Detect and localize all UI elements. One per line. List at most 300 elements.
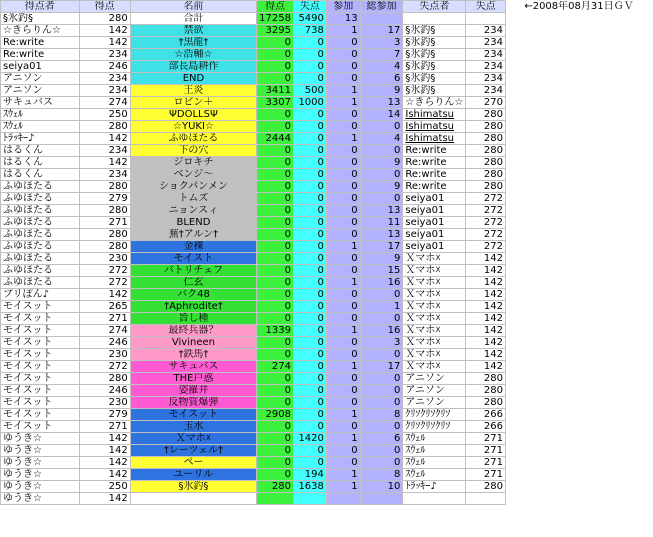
pt-cell[interactable]: 0 (257, 265, 294, 277)
loss-pts-cell[interactable]: 272 (466, 229, 506, 241)
scorer-cell[interactable]: モイスット (1, 409, 80, 421)
pt-cell[interactable]: 0 (257, 457, 294, 469)
pt-cell[interactable]: 3307 (257, 97, 294, 109)
scorer-cell[interactable]: ゆうき☆ (1, 469, 80, 481)
loss-pts-cell[interactable]: 271 (466, 457, 506, 469)
loss-pts-cell[interactable]: 142 (466, 253, 506, 265)
total-part-cell[interactable]: 0 (360, 313, 403, 325)
pt-cell[interactable]: 0 (257, 313, 294, 325)
total-part-cell[interactable]: 16 (360, 325, 403, 337)
name-cell[interactable]: 旨し種 (130, 313, 256, 325)
part-cell[interactable]: 1 (326, 25, 360, 37)
points-cell[interactable]: 234 (79, 169, 130, 181)
points-cell[interactable]: 250 (79, 481, 130, 493)
pt-cell[interactable]: 0 (257, 277, 294, 289)
part-cell[interactable]: 0 (326, 421, 360, 433)
total-part-cell[interactable]: 0 (360, 169, 403, 181)
points-cell[interactable]: 246 (79, 337, 130, 349)
name-cell[interactable]: BLEND (130, 217, 256, 229)
scorer-cell[interactable]: モイスット (1, 385, 80, 397)
scorer-cell[interactable]: モイスット (1, 337, 80, 349)
name-cell[interactable]: 部長島耕作 (130, 61, 256, 73)
pt-cell[interactable]: 0 (257, 61, 294, 73)
loser-cell[interactable]: アニソン (403, 385, 466, 397)
loser-cell[interactable]: Ishimatsu (403, 121, 466, 133)
loss-cell[interactable]: 0 (293, 265, 326, 277)
scorer-cell[interactable]: プリぽん♪ (1, 289, 80, 301)
scorer-cell[interactable]: ｽｳｪﾙ (1, 109, 80, 121)
part-cell[interactable]: 0 (326, 73, 360, 85)
name-cell[interactable]: バトリチェフ (130, 265, 256, 277)
loss-pts-cell[interactable]: 272 (466, 205, 506, 217)
loser-cell[interactable]: Ｘマホ☓ (403, 349, 466, 361)
scorer-cell[interactable]: ゆうき☆ (1, 457, 80, 469)
total-part-cell[interactable]: 0 (360, 373, 403, 385)
scorer-cell[interactable]: ゆうき☆ (1, 433, 80, 445)
loss-cell[interactable]: 0 (293, 337, 326, 349)
pt-cell[interactable]: 0 (257, 229, 294, 241)
loss-cell[interactable]: 0 (293, 229, 326, 241)
loss-cell[interactable]: 0 (293, 325, 326, 337)
loss-cell[interactable]: 5490 (293, 13, 326, 25)
total-part-cell[interactable]: 8 (360, 469, 403, 481)
pt-cell[interactable]: 0 (257, 169, 294, 181)
loss-cell[interactable]: 0 (293, 409, 326, 421)
points-cell[interactable]: 280 (79, 373, 130, 385)
loser-cell[interactable]: Ｘマホ☓ (403, 289, 466, 301)
total-part-cell[interactable]: 7 (360, 49, 403, 61)
loss-pts-cell[interactable]: 280 (466, 133, 506, 145)
loss-cell[interactable]: 0 (293, 61, 326, 73)
total-part-cell[interactable]: 13 (360, 205, 403, 217)
part-cell[interactable]: 0 (326, 385, 360, 397)
loss-pts-cell[interactable]: 271 (466, 433, 506, 445)
name-cell[interactable]: ペー (130, 457, 256, 469)
loser-cell[interactable]: Re:write (403, 145, 466, 157)
part-cell[interactable]: 1 (326, 361, 360, 373)
scorer-cell[interactable]: ☆きらりん☆ (1, 25, 80, 37)
scorer-cell[interactable]: アニソン (1, 73, 80, 85)
pt-cell[interactable]: 0 (257, 469, 294, 481)
pt-cell[interactable]: 0 (257, 205, 294, 217)
points-cell[interactable]: 230 (79, 397, 130, 409)
part-cell[interactable]: 0 (326, 349, 360, 361)
loss-pts-cell[interactable]: 271 (466, 445, 506, 457)
pt-cell[interactable]: 0 (257, 37, 294, 49)
scorer-cell[interactable]: ふゆほたる (1, 181, 80, 193)
points-cell[interactable]: 265 (79, 301, 130, 313)
total-part-cell[interactable]: 3 (360, 37, 403, 49)
scorer-cell[interactable]: アニソン (1, 85, 80, 97)
loss-pts-cell[interactable] (466, 13, 506, 25)
points-cell[interactable]: 142 (79, 433, 130, 445)
name-cell[interactable] (130, 493, 256, 505)
loss-pts-cell[interactable]: 142 (466, 289, 506, 301)
part-cell[interactable]: 0 (326, 373, 360, 385)
total-part-cell[interactable]: 0 (360, 445, 403, 457)
points-cell[interactable]: 250 (79, 109, 130, 121)
loser-cell[interactable]: §氷釣§ (403, 73, 466, 85)
loss-pts-cell[interactable]: 234 (466, 37, 506, 49)
name-cell[interactable]: ΨDOLLSΨ (130, 109, 256, 121)
pt-cell[interactable]: 0 (257, 145, 294, 157)
total-part-cell[interactable]: 4 (360, 61, 403, 73)
pt-cell[interactable]: 0 (257, 421, 294, 433)
loss-cell[interactable]: 0 (293, 241, 326, 253)
loss-cell[interactable]: 0 (293, 133, 326, 145)
points-cell[interactable]: 280 (79, 13, 130, 25)
loss-pts-cell[interactable]: 280 (466, 157, 506, 169)
pt-cell[interactable]: 0 (257, 253, 294, 265)
part-cell[interactable]: 0 (326, 205, 360, 217)
total-part-cell[interactable]: 8 (360, 409, 403, 421)
pt-cell[interactable]: 0 (257, 337, 294, 349)
points-cell[interactable]: 279 (79, 409, 130, 421)
name-cell[interactable]: †鉄馬† (130, 349, 256, 361)
loss-cell[interactable]: 0 (293, 73, 326, 85)
part-cell[interactable]: 1 (326, 241, 360, 253)
name-cell[interactable]: END (130, 73, 256, 85)
pt-cell[interactable]: 0 (257, 217, 294, 229)
scorer-cell[interactable]: モイスット (1, 301, 80, 313)
loser-cell[interactable]: §氷釣§ (403, 49, 466, 61)
loss-pts-cell[interactable]: 234 (466, 61, 506, 73)
scorer-cell[interactable]: はるくん (1, 145, 80, 157)
scorer-cell[interactable]: モイスット (1, 361, 80, 373)
loss-cell[interactable]: 0 (293, 349, 326, 361)
part-cell[interactable]: 0 (326, 253, 360, 265)
part-cell[interactable]: 0 (326, 193, 360, 205)
loss-pts-cell[interactable]: 280 (466, 109, 506, 121)
name-cell[interactable]: 下の穴 (130, 145, 256, 157)
loss-cell[interactable]: 1000 (293, 97, 326, 109)
scorer-cell[interactable]: モイスット (1, 397, 80, 409)
loss-pts-cell[interactable]: 234 (466, 73, 506, 85)
pt-cell[interactable]: 0 (257, 397, 294, 409)
total-part-cell[interactable]: 6 (360, 433, 403, 445)
points-cell[interactable]: 274 (79, 97, 130, 109)
loss-cell[interactable]: 0 (293, 421, 326, 433)
scorer-cell[interactable]: ゆうき☆ (1, 445, 80, 457)
part-cell[interactable]: 0 (326, 229, 360, 241)
name-cell[interactable]: モイスット (130, 409, 256, 421)
points-cell[interactable]: 246 (79, 385, 130, 397)
pt-cell[interactable]: 2444 (257, 133, 294, 145)
scorer-cell[interactable]: ふゆほたる (1, 253, 80, 265)
loss-pts-cell[interactable]: 142 (466, 301, 506, 313)
name-cell[interactable]: †Aphrodite† (130, 301, 256, 313)
loss-cell[interactable]: 1638 (293, 481, 326, 493)
pt-cell[interactable]: 0 (257, 109, 294, 121)
pt-cell[interactable]: 0 (257, 193, 294, 205)
loss-cell[interactable]: 194 (293, 469, 326, 481)
loser-cell[interactable]: Ｘマホ☓ (403, 361, 466, 373)
scorer-cell[interactable]: Re:write (1, 37, 80, 49)
scorer-cell[interactable]: モイスット (1, 421, 80, 433)
scorer-cell[interactable]: サキュバス (1, 97, 80, 109)
name-cell[interactable]: THE戸惑 (130, 373, 256, 385)
scorer-cell[interactable]: §氷釣§ (1, 13, 80, 25)
pt-cell[interactable]: 3411 (257, 85, 294, 97)
pt-cell[interactable]: 0 (257, 49, 294, 61)
loss-cell[interactable]: 0 (293, 277, 326, 289)
total-part-cell[interactable]: 9 (360, 157, 403, 169)
part-cell[interactable]: 0 (326, 265, 360, 277)
name-cell[interactable]: ショクパンメン (130, 181, 256, 193)
pt-cell[interactable]: 0 (257, 289, 294, 301)
loss-cell[interactable]: 0 (293, 301, 326, 313)
loss-pts-cell[interactable]: 271 (466, 469, 506, 481)
loss-cell[interactable]: 0 (293, 121, 326, 133)
loss-cell[interactable]: 0 (293, 217, 326, 229)
total-part-cell[interactable]: 9 (360, 181, 403, 193)
points-cell[interactable]: 280 (79, 205, 130, 217)
points-cell[interactable]: 142 (79, 493, 130, 505)
loss-cell[interactable]: 0 (293, 457, 326, 469)
points-cell[interactable]: 142 (79, 25, 130, 37)
points-cell[interactable]: 280 (79, 121, 130, 133)
points-cell[interactable]: 234 (79, 49, 130, 61)
loser-cell[interactable]: Re:write (403, 169, 466, 181)
loss-cell[interactable]: 0 (293, 169, 326, 181)
total-part-cell[interactable]: 0 (360, 121, 403, 133)
loser-cell[interactable]: ｽｳｪﾙ (403, 433, 466, 445)
points-cell[interactable]: 280 (79, 229, 130, 241)
loser-cell[interactable]: §氷釣§ (403, 25, 466, 37)
scorer-cell[interactable]: ふゆほたる (1, 217, 80, 229)
pt-cell[interactable]: 2908 (257, 409, 294, 421)
loss-pts-cell[interactable]: 266 (466, 409, 506, 421)
name-cell[interactable]: バク48 (130, 289, 256, 301)
loss-cell[interactable]: 0 (293, 385, 326, 397)
total-part-cell[interactable]: 0 (360, 397, 403, 409)
loss-pts-cell[interactable]: 234 (466, 85, 506, 97)
total-part-cell[interactable]: 13 (360, 97, 403, 109)
loss-pts-cell[interactable]: 272 (466, 217, 506, 229)
loser-cell[interactable]: Ｘマホ☓ (403, 325, 466, 337)
part-cell[interactable]: 0 (326, 37, 360, 49)
name-cell[interactable]: ユーリル (130, 469, 256, 481)
total-part-cell[interactable]: 0 (360, 385, 403, 397)
loss-pts-cell[interactable]: 280 (466, 145, 506, 157)
name-cell[interactable]: 蕪†アルン† (130, 229, 256, 241)
loss-cell[interactable]: 0 (293, 49, 326, 61)
loss-pts-cell[interactable]: 142 (466, 325, 506, 337)
name-cell[interactable]: 王炎 (130, 85, 256, 97)
part-cell[interactable]: 1 (326, 97, 360, 109)
loss-pts-cell[interactable]: 142 (466, 313, 506, 325)
name-cell[interactable]: Ｘマホ☓ (130, 433, 256, 445)
scorer-cell[interactable]: はるくん (1, 157, 80, 169)
total-part-cell[interactable]: 1 (360, 301, 403, 313)
loss-cell[interactable]: 0 (293, 205, 326, 217)
scorer-cell[interactable]: ふゆほたる (1, 265, 80, 277)
loser-cell[interactable]: アニソン (403, 373, 466, 385)
loser-cell[interactable]: Ｘマホ☓ (403, 301, 466, 313)
total-part-cell[interactable]: 16 (360, 277, 403, 289)
loss-pts-cell[interactable]: 280 (466, 385, 506, 397)
name-cell[interactable]: †黒龍† (130, 37, 256, 49)
pt-cell[interactable]: 0 (257, 241, 294, 253)
points-cell[interactable]: 272 (79, 277, 130, 289)
loss-pts-cell[interactable] (466, 493, 506, 505)
scorer-cell[interactable]: seiya01 (1, 61, 80, 73)
loser-cell[interactable]: ｽｳｪﾙ (403, 469, 466, 481)
points-cell[interactable]: 271 (79, 421, 130, 433)
pt-cell[interactable]: 0 (257, 445, 294, 457)
name-cell[interactable]: サキュバス (130, 361, 256, 373)
loss-cell[interactable]: 500 (293, 85, 326, 97)
loser-cell[interactable]: Re:write (403, 157, 466, 169)
loser-cell[interactable]: ☆きらりん☆ (403, 97, 466, 109)
loss-pts-cell[interactable]: 280 (466, 181, 506, 193)
points-cell[interactable]: 142 (79, 289, 130, 301)
name-cell[interactable]: ベンジ〜 (130, 169, 256, 181)
scorer-cell[interactable]: ﾄﾗｯｷｰ♪ (1, 133, 80, 145)
part-cell[interactable]: 0 (326, 301, 360, 313)
total-part-cell[interactable]: 9 (360, 253, 403, 265)
total-part-cell[interactable] (360, 493, 403, 505)
loser-cell[interactable]: Ｘマホ☓ (403, 277, 466, 289)
loss-pts-cell[interactable]: 234 (466, 25, 506, 37)
loser-cell[interactable]: seiya01 (403, 205, 466, 217)
scorer-cell[interactable]: はるくん (1, 169, 80, 181)
part-cell[interactable]: 1 (326, 469, 360, 481)
scorer-cell[interactable]: ゆうき☆ (1, 493, 80, 505)
points-cell[interactable]: 142 (79, 37, 130, 49)
total-part-cell[interactable]: 13 (360, 229, 403, 241)
loss-cell[interactable]: 738 (293, 25, 326, 37)
scorer-cell[interactable]: ふゆほたる (1, 193, 80, 205)
total-part-cell[interactable]: 0 (360, 289, 403, 301)
part-cell[interactable]: 0 (326, 61, 360, 73)
part-cell[interactable]: 13 (326, 13, 360, 25)
part-cell[interactable]: 0 (326, 289, 360, 301)
loss-cell[interactable]: 0 (293, 253, 326, 265)
scorer-cell[interactable]: ゆうき☆ (1, 481, 80, 493)
pt-cell[interactable]: 0 (257, 373, 294, 385)
part-cell[interactable]: 0 (326, 217, 360, 229)
total-part-cell[interactable]: 17 (360, 241, 403, 253)
scorer-cell[interactable]: ふゆほたる (1, 205, 80, 217)
part-cell[interactable]: 1 (326, 277, 360, 289)
name-cell[interactable]: 金裸 (130, 241, 256, 253)
part-cell[interactable]: 0 (326, 109, 360, 121)
name-cell[interactable]: ジロキチ (130, 157, 256, 169)
total-part-cell[interactable]: 6 (360, 73, 403, 85)
name-cell[interactable]: 仁玄 (130, 277, 256, 289)
total-part-cell[interactable]: 4 (360, 133, 403, 145)
points-cell[interactable]: 142 (79, 469, 130, 481)
loser-cell[interactable]: §氷釣§ (403, 85, 466, 97)
loss-pts-cell[interactable]: 280 (466, 397, 506, 409)
loss-cell[interactable]: 0 (293, 181, 326, 193)
name-cell[interactable]: ☆YUKI☆ (130, 121, 256, 133)
total-part-cell[interactable]: 0 (360, 349, 403, 361)
scorer-cell[interactable]: ｽｳｪﾙ (1, 121, 80, 133)
pt-cell[interactable]: 3295 (257, 25, 294, 37)
total-part-cell[interactable]: 17 (360, 361, 403, 373)
part-cell[interactable] (326, 493, 360, 505)
loser-cell[interactable]: ｽｳｪﾙ (403, 445, 466, 457)
total-part-cell[interactable]: 3 (360, 337, 403, 349)
loss-cell[interactable]: 0 (293, 289, 326, 301)
points-cell[interactable]: 279 (79, 193, 130, 205)
name-cell[interactable]: 合計 (130, 13, 256, 25)
scorer-cell[interactable]: モイスット (1, 325, 80, 337)
points-cell[interactable]: 271 (79, 313, 130, 325)
loss-cell[interactable]: 0 (293, 361, 326, 373)
total-part-cell[interactable]: 10 (360, 481, 403, 493)
loser-cell[interactable]: Ｘマホ☓ (403, 253, 466, 265)
loss-pts-cell[interactable]: 280 (466, 121, 506, 133)
scorer-cell[interactable]: ふゆほたる (1, 229, 80, 241)
total-part-cell[interactable]: 15 (360, 265, 403, 277)
part-cell[interactable]: 1 (326, 85, 360, 97)
total-part-cell[interactable]: 0 (360, 145, 403, 157)
total-part-cell[interactable]: 0 (360, 193, 403, 205)
loss-pts-cell[interactable]: 142 (466, 277, 506, 289)
loss-cell[interactable]: 0 (293, 445, 326, 457)
points-cell[interactable]: 230 (79, 253, 130, 265)
scorer-cell[interactable]: Re:write (1, 49, 80, 61)
points-cell[interactable]: 142 (79, 445, 130, 457)
pt-cell[interactable]: 274 (257, 361, 294, 373)
loser-cell[interactable]: Ishimatsu (403, 133, 466, 145)
pt-cell[interactable]: 0 (257, 433, 294, 445)
points-cell[interactable]: 280 (79, 181, 130, 193)
loser-cell[interactable]: seiya01 (403, 193, 466, 205)
part-cell[interactable]: 1 (326, 325, 360, 337)
part-cell[interactable]: 0 (326, 181, 360, 193)
points-cell[interactable]: 142 (79, 157, 130, 169)
pt-cell[interactable]: 0 (257, 157, 294, 169)
loss-cell[interactable]: 0 (293, 157, 326, 169)
name-cell[interactable]: 玉水 (130, 421, 256, 433)
total-part-cell[interactable]: 9 (360, 85, 403, 97)
loser-cell[interactable]: seiya01 (403, 229, 466, 241)
loser-cell[interactable]: ﾄﾗｯｷｰ♪ (403, 481, 466, 493)
name-cell[interactable]: ふゆほたる (130, 133, 256, 145)
name-cell[interactable]: 反物質爆弾 (130, 397, 256, 409)
loser-cell[interactable] (403, 493, 466, 505)
part-cell[interactable]: 1 (326, 133, 360, 145)
scorer-cell[interactable]: ふゆほたる (1, 277, 80, 289)
points-cell[interactable]: 280 (79, 241, 130, 253)
loss-pts-cell[interactable]: 142 (466, 361, 506, 373)
pt-cell[interactable] (257, 493, 294, 505)
name-cell[interactable]: モイスト (130, 253, 256, 265)
loss-pts-cell[interactable]: 272 (466, 241, 506, 253)
scorer-cell[interactable]: ふゆほたる (1, 241, 80, 253)
loss-cell[interactable]: 0 (293, 109, 326, 121)
scorer-cell[interactable]: モイスット (1, 313, 80, 325)
loss-pts-cell[interactable]: 142 (466, 349, 506, 361)
loss-cell[interactable]: 0 (293, 37, 326, 49)
loss-pts-cell[interactable]: 266 (466, 421, 506, 433)
points-cell[interactable]: 246 (79, 61, 130, 73)
loser-cell[interactable]: Re:write (403, 181, 466, 193)
part-cell[interactable]: 1 (326, 433, 360, 445)
points-cell[interactable]: 234 (79, 73, 130, 85)
pt-cell[interactable]: 0 (257, 181, 294, 193)
name-cell[interactable]: 最終兵器？ (130, 325, 256, 337)
total-part-cell[interactable]: 0 (360, 421, 403, 433)
scorer-cell[interactable]: モイスット (1, 349, 80, 361)
total-part-cell[interactable]: 14 (360, 109, 403, 121)
points-cell[interactable]: 142 (79, 133, 130, 145)
loss-cell[interactable]: 0 (293, 193, 326, 205)
